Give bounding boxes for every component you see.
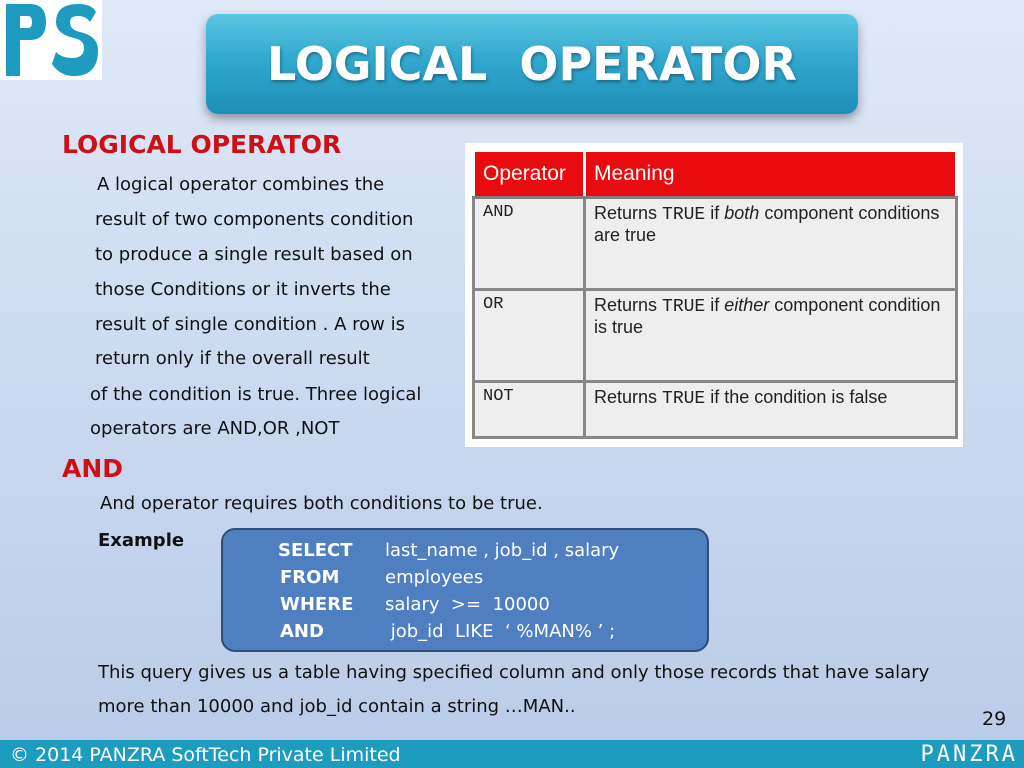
sql-clause: employees xyxy=(385,567,484,588)
meaning-text: Returns xyxy=(594,294,663,315)
meaning-text: component conditions are true xyxy=(594,203,940,245)
sql-keyword: SELECT xyxy=(278,540,353,561)
table-row xyxy=(474,198,957,290)
section-heading-and: AND xyxy=(62,454,124,483)
sql-keyword: FROM xyxy=(280,567,340,588)
sql-clause: job_id LIKE ‘ %MAN% ’ ; xyxy=(385,621,616,642)
meaning-cell xyxy=(585,381,957,437)
table-row xyxy=(474,381,957,437)
meaning-text: component condition is true xyxy=(594,294,941,337)
table-header-row xyxy=(474,151,957,198)
paragraph-line: those Conditions or it inverts the xyxy=(95,279,391,300)
meaning-text: Returns xyxy=(594,386,663,407)
paragraph-line: return only if the overall result xyxy=(95,348,370,369)
operator-cell: NOT xyxy=(474,381,585,437)
slide-title-box xyxy=(206,14,858,114)
meaning-cell xyxy=(585,198,957,290)
meaning-emphasis: both xyxy=(724,203,760,223)
section-heading-logical-operator: LOGICAL OPERATOR xyxy=(62,130,342,159)
sql-example-box xyxy=(221,528,709,652)
operator-table xyxy=(465,143,963,447)
paragraph-line: operators are AND,OR ,NOT xyxy=(90,418,340,439)
meaning-text: Returns xyxy=(594,203,663,223)
meaning-emphasis: either xyxy=(724,294,770,315)
example-label: Example xyxy=(98,530,185,551)
meaning-keyword: TRUE xyxy=(662,296,706,317)
explanation-line: more than 10000 and job_id contain a string …MAN.. xyxy=(98,696,576,717)
meaning-text: if xyxy=(705,203,725,223)
paragraph-line: result of two components condition xyxy=(95,209,414,230)
meaning-text: if xyxy=(705,294,725,315)
page-number: 29 xyxy=(982,708,1007,730)
meaning-keyword: TRUE xyxy=(662,205,706,225)
meaning-cell xyxy=(585,289,957,381)
and-description: And operator requires both conditions to be true. xyxy=(100,493,543,514)
meaning-keyword: TRUE xyxy=(662,388,706,409)
explanation-line: This query gives us a table having specified column and only those records that have salary xyxy=(98,662,930,683)
operator-cell: AND xyxy=(474,198,585,290)
sql-clause: salary >= 10000 xyxy=(385,594,550,615)
sql-keyword: AND xyxy=(280,621,324,642)
footer-brand-logo: PANZRA xyxy=(920,742,1018,767)
sql-clause: last_name , job_id , salary xyxy=(385,540,620,561)
table-header-meaning: Meaning xyxy=(585,151,957,198)
table-row xyxy=(474,289,957,381)
table-header-operator: Operator xyxy=(474,151,585,198)
panzra-logo-icon xyxy=(0,0,102,80)
sql-keyword: WHERE xyxy=(280,594,354,615)
paragraph-line: A logical operator combines the xyxy=(97,174,385,195)
slide-title: LOGICAL OPERATOR xyxy=(267,37,797,91)
footer-bar xyxy=(0,740,1024,768)
paragraph-line: result of single condition . A row is xyxy=(95,314,405,335)
paragraph-line: of the condition is true. Three logical xyxy=(90,384,422,405)
footer-copyright: © 2014 PANZRA SoftTech Private Limited xyxy=(10,744,401,766)
meaning-text: if the condition is false xyxy=(705,386,888,407)
operator-cell: OR xyxy=(474,289,585,381)
paragraph-line: to produce a single result based on xyxy=(95,244,413,265)
